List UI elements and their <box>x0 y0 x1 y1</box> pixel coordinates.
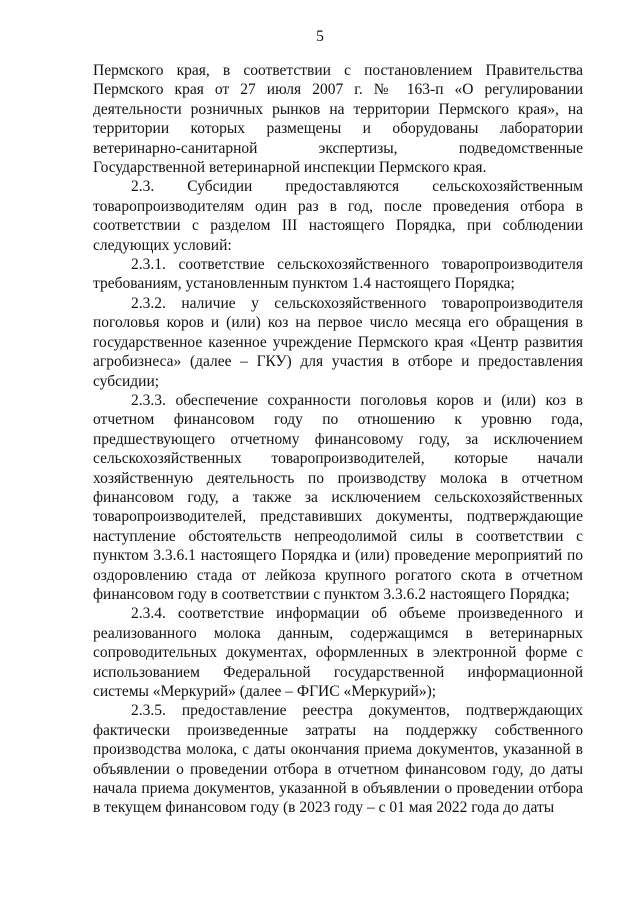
paragraph-2-3-3: 2.3.3. обеспечение сохранности поголовья коров и (или) коз в отчетном финансовом году по отношению к уровню года, предшествующего отчетному финансовому году, за исключением сельскохозяйственных товаропроизводителей, которые начали хозяйственную деятельность по производству молока в отчетном финансовом году, а также за исключением сельскохозяйственных товаропроизводителей, представивших документы, подтверждающие наступление обстоятельств непреодолимой силы в соответствии с пунктом 3.3.6.1 настоящего Порядка и (или) проведение мероприятий по оздоровлению стада от лейкоза крупного рогатого скота в отчетном финансовом году в соответствии с пунктом 3.3.6.2 настоящего Порядка; <box>93 391 583 603</box>
document-body <box>93 61 583 818</box>
paragraph-2-3-4: 2.3.4. соответствие информации об объеме произведенного и реализованного молока данным, содержащимся в ветеринарных сопроводительных документах, оформленных в электронной форме с использованием Федеральной государственной информационной системы «Меркурий» (далее – ФГИС «Меркурий»); <box>93 605 583 700</box>
paragraph-continuation: Пермского края, в соответствии с постановлением Правительства Пермского края от 27 июля 2007 г. № 163-п «О регулировании деятельности розничных рынков на территории Пермского края», на территории которых размещены и оборудованы лаборатории ветеринарно-санитарной экспертизы, подведомственные Государственной ветеринарной инспекции Пермского края. <box>93 62 583 177</box>
paragraph-2-3-5: 2.3.5. предоставление реестра документов, подтверждающих фактически произведенные затраты на поддержку собственного производства молока, с даты окончания приема документов, указанной в объявлении о проведении отбора в отчетном финансовом году, до даты начала приема документов, указанной в объявлении о проведении отбора в текущем финансовом году (в 2023 году – с 01 мая 2022 года до даты <box>93 702 583 817</box>
paragraph-2-3-1: 2.3.1. соответствие сельскохозяйственного товаропроизводителя требованиям, установленным пунктом 1.4 настоящего Порядка; <box>93 256 583 293</box>
page-number: 5 <box>316 28 324 45</box>
paragraph-2-3: 2.3. Субсидии предоставляются сельскохозяйственным товаропроизводителям один раз в год, после проведения отбора в соответствии с разделом III настоящего Порядка, при соблюдении следующих условий: <box>93 178 583 254</box>
paragraph-2-3-2: 2.3.2. наличие у сельскохозяйственного товаропроизводителя поголовья коров и (или) коз на первое число месяца его обращения в государственное казенное учреждение Пермского края «Центр развития агробизнеса» (далее – ГКУ) для участия в отборе и предоставления субсидии; <box>93 294 583 390</box>
